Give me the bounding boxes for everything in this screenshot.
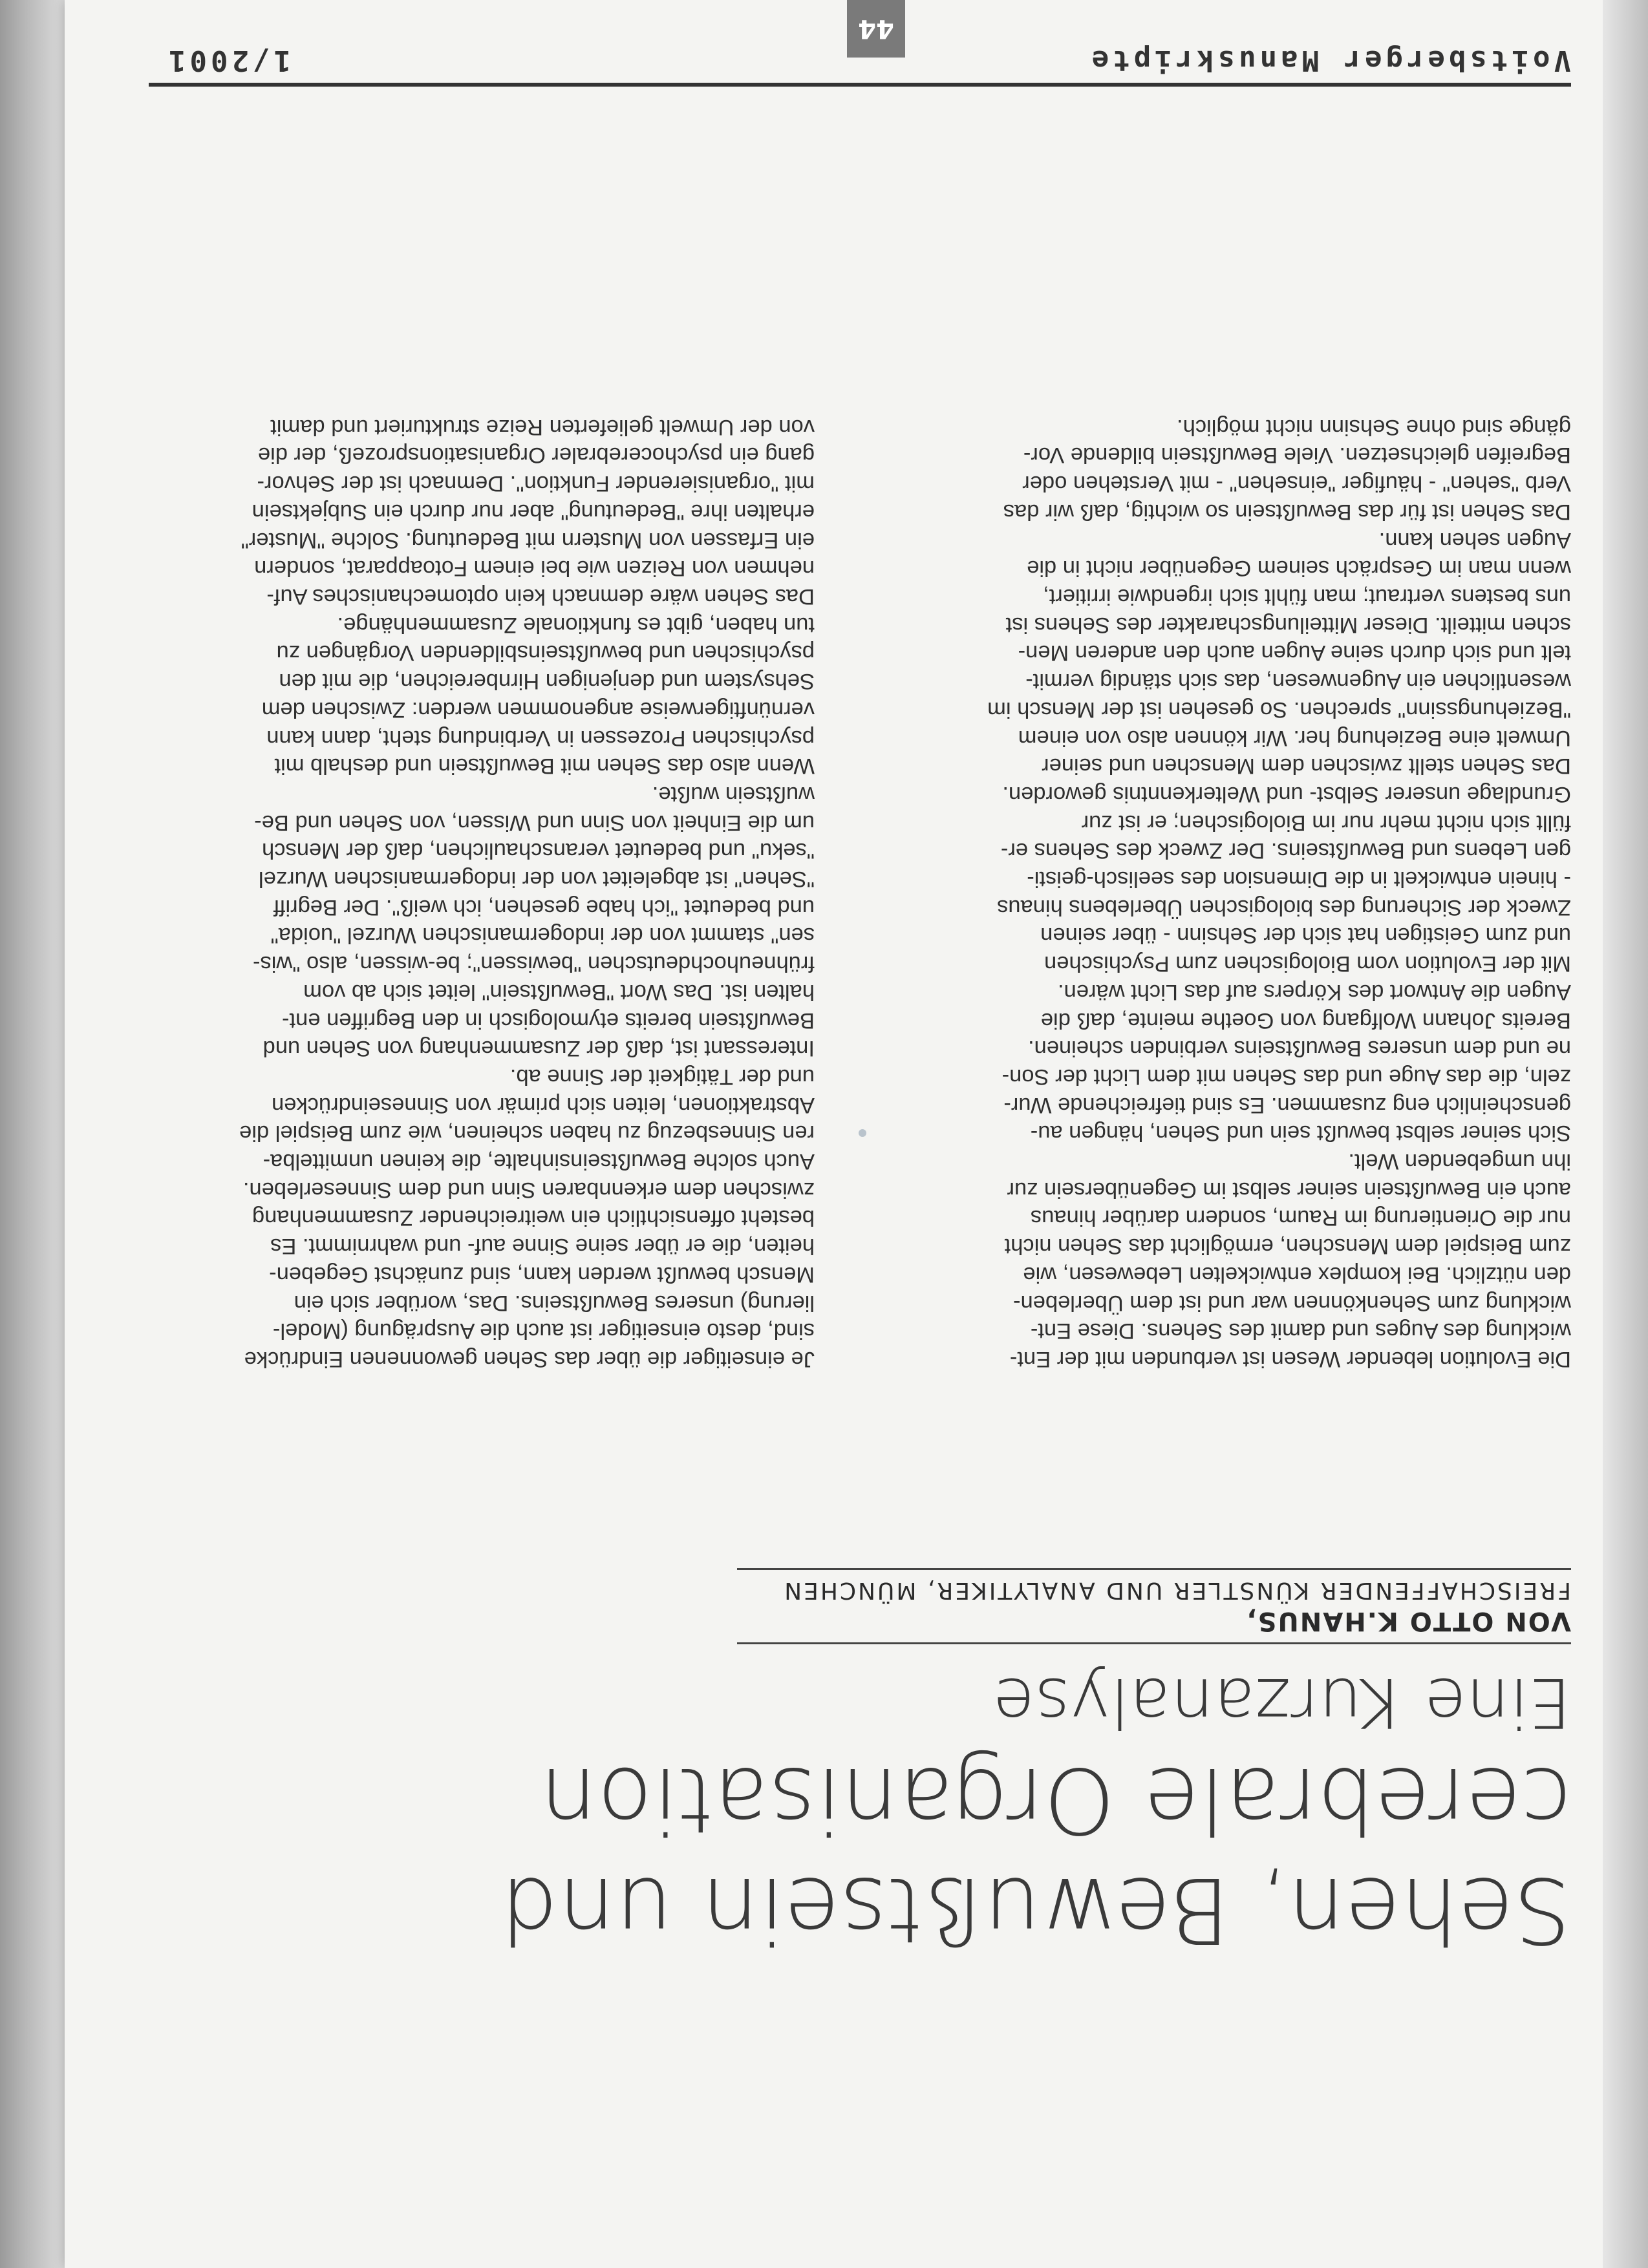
paragraph: Sich seiner selbst bewußt sein und Sehen, hängen au- genscheinlich eng zusammen. Es sind tiefreichende Wur- zeln, die das Auge und das Sehen mit dem Licht der Son- ne und dem unseres Bewußtseins verbinden scheinen. Bereits Johann Wolfgang von Goethe meinte, daß die Augen die Antwort des Körpers auf das Licht wären. <box>1001 979 1571 1146</box>
scan-speck <box>859 1129 866 1137</box>
paragraph: Je einseitiger die über das Sehen gewonnenen Eindrücke sind, desto einseitiger ist auch die Ausprägung (Model- lierung) unseres Bewußtseins. Das, worüber sich ein Mensch bewußt werden kann, sind zunächst Gegeben- heiten, die er über seine Sinne auf- und wahrnimmt. Es besteht offensichtlich ein weitreichender Zusammenhang zwischen dem erkennbaren Sinn und dem Sinneserleben. Auch solche Bewußtseinsinhalte, die keinen unmittelba- ren Sinnesbezug zu haben scheinen, wie zum Beispiel die Abstraktionen, leiten sich primär von Sinneseindrücken und der Tätigkeit der Sinne ab. <box>239 1064 815 1372</box>
text-column-right <box>139 412 815 1373</box>
author-role: FREISCHAFFENDER KÜNSTLER UND ANALYTIKER, MÜNCHEN <box>782 1577 1571 1604</box>
issue-number: 1/2001 <box>165 44 291 77</box>
header-rule <box>149 83 1571 87</box>
author-name: VON OTTO K.HANUS, <box>1245 1606 1571 1636</box>
journal-name: Voitsberger Manuskripte <box>1087 44 1571 77</box>
paragraph: Mit der Evolution vom Biologischen zum Psychischen und zum Geistigen hat sich der Sehsinn - über seinen Zweck der Sicherung des biologischen Überlebens hinaus - hinein entwickelt in die Dimension des seelisch-geisti- gen Lebens und Bewußtseins. Der Zweck des Sehens er- füllt sich nicht mehr nur im Biologischen; er ist zur Grundlage unserer Selbst- und Welterkenntnis geworden. <box>997 781 1571 977</box>
page-number-tab <box>847 0 905 58</box>
paragraph: Das Sehen ist für das Bewußtsein so wichtig, daß wir das Verb "sehen" - häufiger "einsehen" - mit Verstehen oder Begreifen gleichsetzen. Viele Bewußtsein bildende Vor- gänge sind ohne Sehsinn nicht möglich. <box>1003 414 1571 524</box>
paragraph: Das Sehen stellt zwischen dem Menschen und seiner Umwelt eine Beziehung her. Wir können also von einem "Beziehungssinn" sprechen. So gesehen ist der Mensch im wesentlichen ein Augenwesen, das sich ständig vermit- telt und sich durch seine Augen auch den anderen Men- schen mitteilt. Dieser Mitteilungscharakter des Sehens ist uns bestens vertraut; man fühlt sich irgendwie irritiert, wenn man im Gespräch seinem Gegenüber nicht in die Augen sehen kann. <box>987 527 1571 779</box>
upside-down-page-content <box>65 0 1610 2268</box>
paragraph: Wenn also das Sehen mit Bewußtsein und deshalb mit psychischen Prozessen in Verbindung steht, dann kann vernünftigerweise angenommen werden: Zwischen dem Sehsystem und denjenigen Hirnbereichen, die mit den psychischen und bewußtseinsbildenden Vorgängen zu tun haben, gibt es funktionale Zusammenhänge. <box>261 612 815 779</box>
byline-rule-bottom <box>737 1568 1571 1570</box>
byline-rule-top <box>737 1642 1571 1644</box>
page-number: 44 <box>858 14 894 44</box>
paragraph: Die Evolution lebender Wesen ist verbunden mit der Ent- wicklung des Auges und damit des Sehens. Diese Ent- wicklung zum Sehenkönnen war und ist dem Überleben- den nützlich. Bei komplex entwickelten Lebewesen, wie zum Beispiel dem Menschen, ermöglicht das Sehen nicht nur die Orientierung im Raum, sondern darüber hinaus auch ein Bewußtsein seiner selbst im Gegenübersein zur ihn umgebenden Welt. <box>1004 1149 1571 1372</box>
article-subtitle: Eine Kurzanalyse <box>992 1663 1571 1742</box>
article-title: Sehen, Bewußtsein und cerebrale Organisation <box>500 1747 1571 1962</box>
paragraph: Das Sehen wäre demnach kein optomechanisches Auf- nehmen von Reizen wie bei einem Fotoapparat, sondern ein Erfassen von Mustern mit Bedeutung. Solche "Muster" erhalten ihre "Bedeutung" aber nur durch ein Subjektsein mit "organisierender Funktion". Demnach ist der Sehvor- gang ein psychocerebraler Organisationsprozeß, der die von der Umwelt gelieferten Reize strukturiert und damit <box>241 414 815 609</box>
text-column-left <box>895 412 1571 1373</box>
paragraph: Interessant ist, daß der Zusammenhang von Sehen und Bewußtsein bereits etymologisch in den Begriffen ent- halten ist. Das Wort "Bewußtsein" leitet sich ab vom frühneuhochdeutschen "bewissen"; be-wissen, also "wis- sen" stammt von der indogermanischen Wurzel "uoida" und bedeutet "ich habe gesehen, ich weiß". Der Begriff "Sehen" ist abgeleitet von der indogermanischen Wurzel "seku" und bedeutet veranschaulichen, daß der Mensch um die Einheit von Sinn und Wissen, von Sehen und Be- wußtsein wußte. <box>252 781 815 1061</box>
